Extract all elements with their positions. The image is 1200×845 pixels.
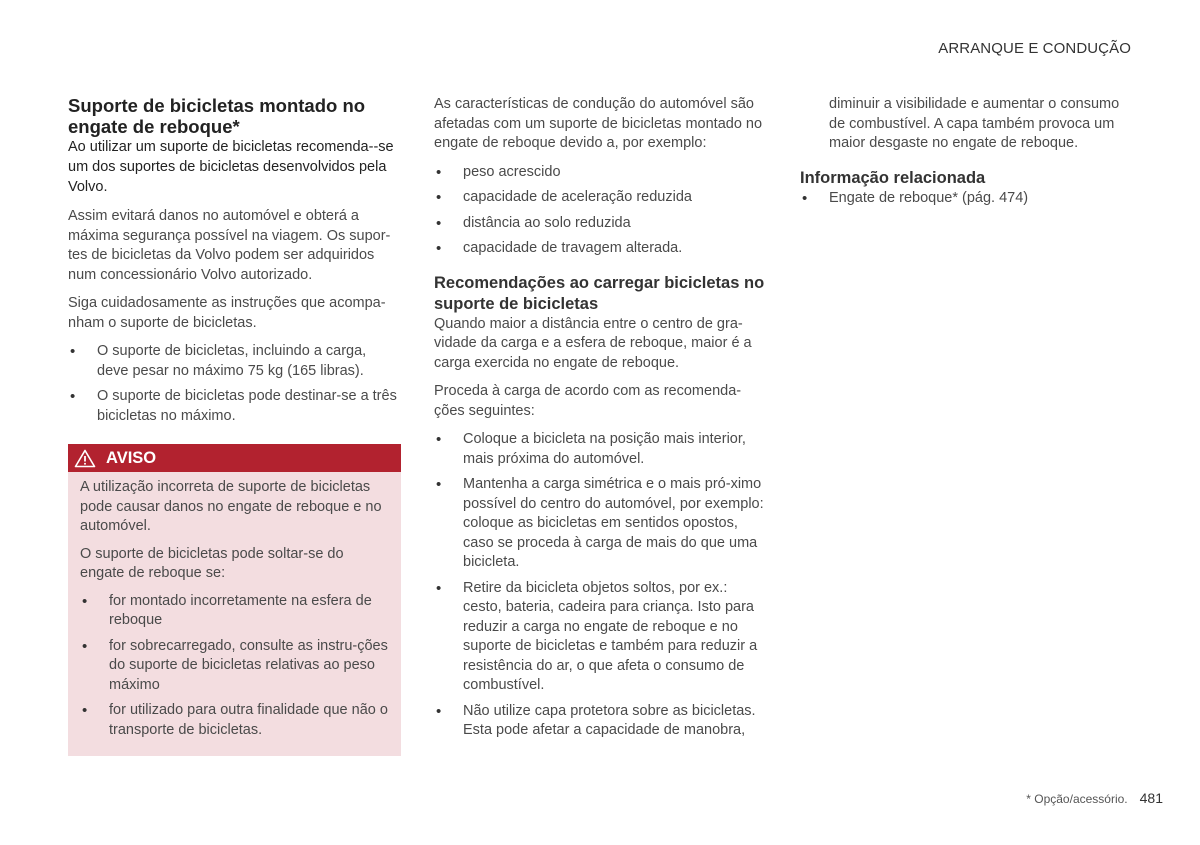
column-3 [800,95,1135,217]
warning-list [80,592,389,741]
bullet-list [434,163,769,259]
list-item: • O suporte de bicicletas pode destinar-se a três bicicletas no máximo. [68,387,401,426]
bullet-list [434,430,769,741]
list-item: • distância ao solo reduzida [434,214,769,234]
subsection-heading: Recomendações ao carregar bicicletas no suporte de bicicletas [434,273,765,313]
intro-paragraph: Ao utilizar um suporte de bicicletas recomenda--se um dos suportes de bicicletas desenvolvidos pela Volvo. [68,139,394,195]
warning-box [68,472,401,756]
list-item: • Coloque a bicicleta na posição mais interior, mais próxima do automóvel. [434,430,769,469]
warning-triangle-icon [74,449,96,468]
page-heading: Suporte de bicicletas montado no engate de reboque* [68,95,366,137]
page-number: 481 [1139,790,1163,806]
warning-list-item: • for utilizado para outra finalidade que não o transporte de bicicletas. [80,701,389,740]
list-item: • peso acrescido [434,163,769,183]
warning-list-item: • for sobrecarregado, consulte as instru-ções do suporte de bicicletas relativas ao peso máximo [80,637,389,696]
related-info-heading: Informação relacionada [800,168,986,187]
warning-list-item: • for montado incorretamente na esfera de reboque [80,592,389,631]
warning-header [68,444,401,472]
warning-paragraph: A utilização incorreta de suporte de bicicletas pode causar danos no engate de reboque e no automóvel. [80,479,382,534]
list-item: • Retire da bicicleta objetos soltos, por ex.: cesto, bateria, cadeira para criança. Isto para reduzir a carga no engate de reboque e no suporte de bicicletas e também para reduzir a resistência do ar, o que afeta o consumo de combustível. [434,579,769,696]
paragraph: Proceda à carga de acordo com as recomenda-ções seguintes: [434,383,742,419]
column-2 [434,95,769,750]
continued-paragraph: diminuir a visibilidade e aumentar o consumo de combustível. A capa também provoca um maior desgaste no engate de reboque. [829,96,1120,151]
footnote: * Opção/acessório. [1026,792,1128,806]
list-item: • capacidade de travagem alterada. [434,239,769,259]
warning-label: AVISO [106,448,157,467]
related-link[interactable]: • Engate de reboque* (pág. 474) [800,189,1135,209]
list-item: • Não utilize capa protetora sobre as bicicletas. Esta pode afetar a capacidade de manobra, [434,702,769,741]
column-1 [68,95,401,756]
page-footer [1026,790,1163,806]
paragraph: As características de condução do automóvel são afetadas com um suporte de bicicletas montado no engate de reboque devido a, por exemplo: [434,96,763,151]
paragraph: Assim evitará danos no automóvel e obterá a máxima segurança possível na viagem. Os supor-tes de bicicletas da Volvo podem ser adquiridos num concessionário Volvo autorizado. [68,208,391,283]
paragraph: Quando maior a distância entre o centro de gra-vidade da carga e a esfera de reboque, maior é a carga exercida no engate de reboque. [434,315,752,371]
list-item: • O suporte de bicicletas, incluindo a carga, deve pesar no máximo 75 kg (165 libras). [68,342,401,381]
bullet-list [68,342,401,426]
list-item: • Mantenha a carga simétrica e o mais pró-ximo possível do centro do automóvel, por exemplo: coloque as bicicletas em sentidos opostos, caso se proceda à carga de mais do que uma bicicleta. [434,475,769,573]
related-links [800,189,1135,209]
section-title: ARRANQUE E CONDUÇÃO [938,40,1131,57]
warning-paragraph: O suporte de bicicletas pode soltar-se do engate de reboque se: [80,545,344,581]
paragraph: Siga cuidadosamente as instruções que acompa-nham o suporte de bicicletas. [68,295,386,331]
list-item: • capacidade de aceleração reduzida [434,188,769,208]
